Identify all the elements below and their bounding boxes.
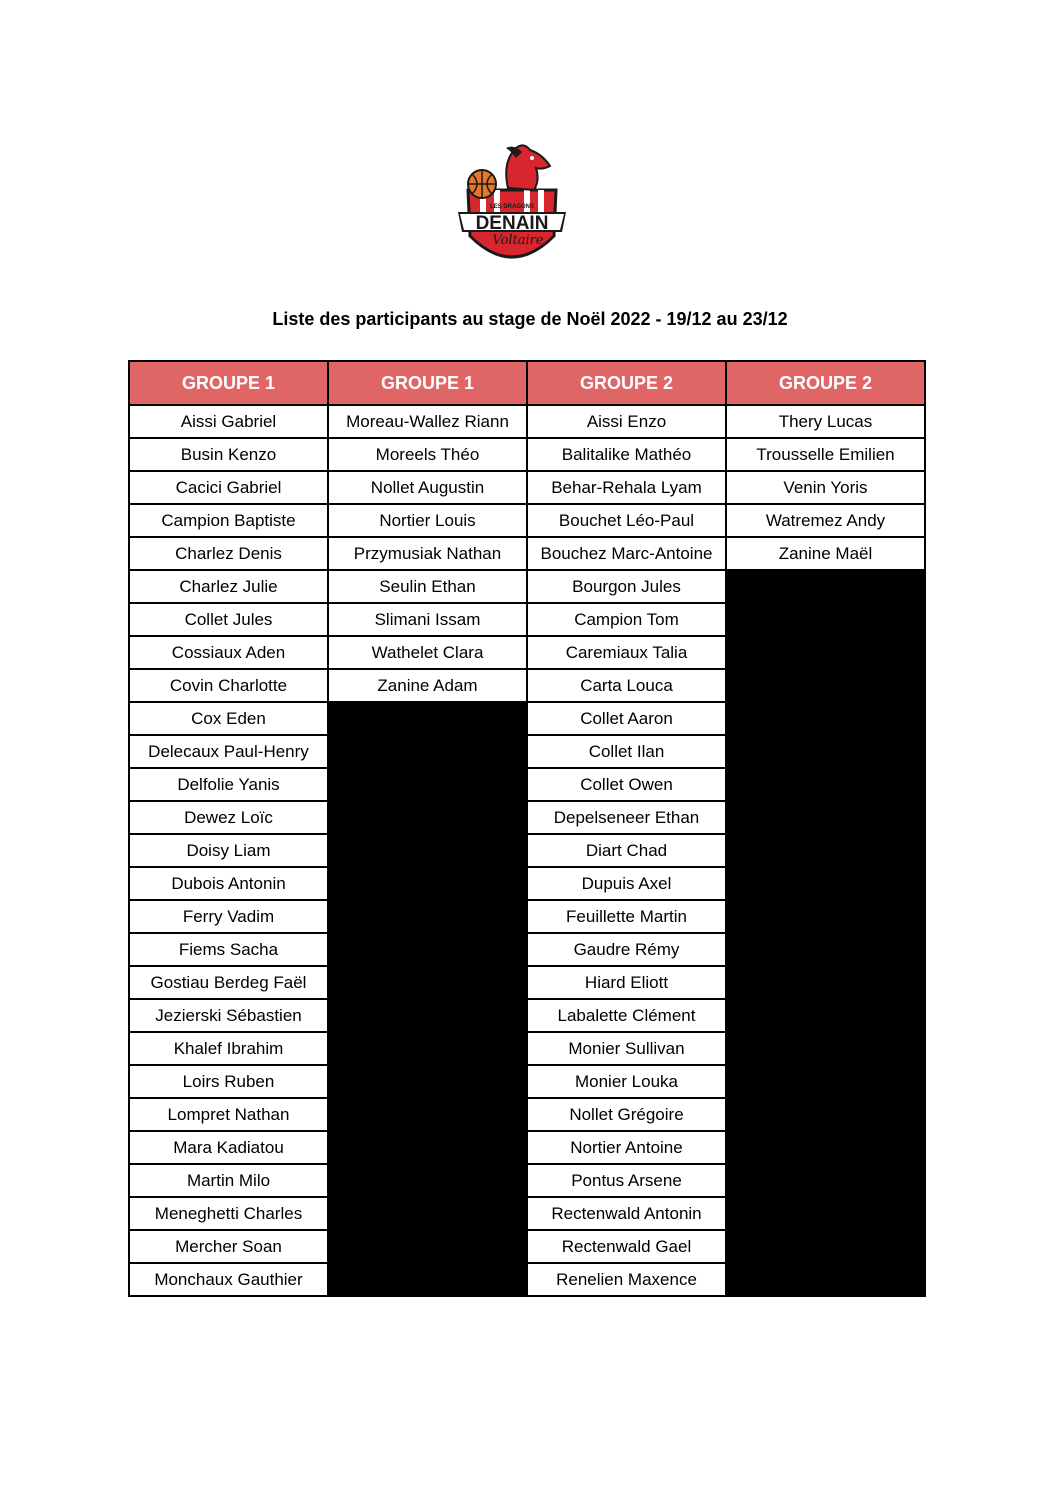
table-row (129, 834, 925, 867)
table-row (129, 504, 925, 537)
table-row (129, 999, 925, 1032)
table-row (129, 1263, 925, 1296)
table-header-row (129, 361, 925, 405)
table-row (129, 405, 925, 438)
participant-cell: Rectenwald Gael (527, 1230, 726, 1263)
participant-cell: Charlez Denis (129, 537, 328, 570)
empty-cell (328, 1197, 527, 1230)
participants-table (128, 360, 926, 1297)
table-row (129, 603, 925, 636)
participant-cell: Cox Eden (129, 702, 328, 735)
empty-cell (328, 1065, 527, 1098)
empty-cell (726, 768, 925, 801)
table-row (129, 1164, 925, 1197)
empty-cell (328, 1164, 527, 1197)
participant-cell: Cacici Gabriel (129, 471, 328, 504)
participant-cell: Jezierski Sébastien (129, 999, 328, 1032)
participant-cell: Monier Louka (527, 1065, 726, 1098)
empty-cell (328, 1032, 527, 1065)
empty-cell (328, 801, 527, 834)
participant-cell: Hiard Eliott (527, 966, 726, 999)
column-header: GROUPE 2 (527, 361, 726, 405)
participant-cell: Mara Kadiatou (129, 1131, 328, 1164)
empty-cell (726, 1098, 925, 1131)
participant-cell: Seulin Ethan (328, 570, 527, 603)
svg-text:DENAIN: DENAIN (475, 213, 549, 234)
table-row (129, 1230, 925, 1263)
empty-cell (328, 1131, 527, 1164)
participant-cell: Nollet Augustin (328, 471, 527, 504)
participant-cell: Ferry Vadim (129, 900, 328, 933)
empty-cell (726, 735, 925, 768)
empty-cell (328, 768, 527, 801)
empty-cell (726, 570, 925, 603)
table-row (129, 966, 925, 999)
participant-cell: Campion Tom (527, 603, 726, 636)
table-row (129, 735, 925, 768)
participant-cell: Martin Milo (129, 1164, 328, 1197)
page-title: Liste des participants au stage de Noël 2022 - 19/12 au 23/12 (272, 309, 788, 329)
participant-cell: Pontus Arsene (527, 1164, 726, 1197)
participant-cell: Collet Ilan (527, 735, 726, 768)
table-body (129, 405, 925, 1296)
participant-cell: Campion Baptiste (129, 504, 328, 537)
table-row (129, 867, 925, 900)
participant-cell: Przymusiak Nathan (328, 537, 527, 570)
table-row (129, 768, 925, 801)
empty-cell (328, 966, 527, 999)
empty-cell (328, 999, 527, 1032)
empty-cell (726, 1065, 925, 1098)
participant-cell: Collet Owen (527, 768, 726, 801)
table-row (129, 1098, 925, 1131)
table-row (129, 1131, 925, 1164)
participant-cell: Covin Charlotte (129, 669, 328, 702)
participant-cell: Zanine Maël (726, 537, 925, 570)
empty-cell (726, 801, 925, 834)
table-row (129, 438, 925, 471)
empty-cell (328, 702, 527, 735)
column-header: GROUPE 1 (328, 361, 527, 405)
empty-cell (328, 735, 527, 768)
participant-cell: Rectenwald Antonin (527, 1197, 726, 1230)
empty-cell (726, 636, 925, 669)
table-row (129, 537, 925, 570)
participant-cell: Zanine Adam (328, 669, 527, 702)
participant-cell: Carta Louca (527, 669, 726, 702)
svg-text:Voltaire: Voltaire (492, 233, 544, 248)
participant-cell: Fiems Sacha (129, 933, 328, 966)
participant-cell: Charlez Julie (129, 570, 328, 603)
participant-cell: Lompret Nathan (129, 1098, 328, 1131)
participant-cell: Dewez Loïc (129, 801, 328, 834)
table-row (129, 1032, 925, 1065)
empty-cell (726, 1230, 925, 1263)
empty-cell (726, 966, 925, 999)
participant-cell: Gostiau Berdeg Faël (129, 966, 328, 999)
participant-cell: Collet Aaron (527, 702, 726, 735)
participant-cell: Aissi Gabriel (129, 405, 328, 438)
empty-cell (726, 1131, 925, 1164)
participant-cell: Diart Chad (527, 834, 726, 867)
empty-cell (726, 603, 925, 636)
empty-cell (726, 900, 925, 933)
participant-cell: Busin Kenzo (129, 438, 328, 471)
participant-cell: Watremez Andy (726, 504, 925, 537)
participant-cell: Trousselle Emilien (726, 438, 925, 471)
participant-cell: Labalette Clément (527, 999, 726, 1032)
empty-cell (726, 999, 925, 1032)
participant-cell: Nortier Antoine (527, 1131, 726, 1164)
participant-cell: Collet Jules (129, 603, 328, 636)
table-row (129, 933, 925, 966)
participant-cell: Bourgon Jules (527, 570, 726, 603)
empty-cell (726, 933, 925, 966)
participant-cell: Khalef Ibrahim (129, 1032, 328, 1065)
participant-cell: Dubois Antonin (129, 867, 328, 900)
table-row (129, 669, 925, 702)
empty-cell (328, 900, 527, 933)
participant-cell: Monchaux Gauthier (129, 1263, 328, 1296)
participant-cell: Caremiaux Talia (527, 636, 726, 669)
participant-cell: Nortier Louis (328, 504, 527, 537)
table-row (129, 900, 925, 933)
table-row (129, 801, 925, 834)
empty-cell (726, 1197, 925, 1230)
participant-cell: Gaudre Rémy (527, 933, 726, 966)
empty-cell (726, 1263, 925, 1296)
column-header: GROUPE 1 (129, 361, 328, 405)
participant-cell: Cossiaux Aden (129, 636, 328, 669)
empty-cell (726, 834, 925, 867)
participant-cell: Wathelet Clara (328, 636, 527, 669)
empty-cell (328, 1098, 527, 1131)
empty-cell (726, 1032, 925, 1065)
empty-cell (726, 669, 925, 702)
empty-cell (726, 867, 925, 900)
participant-cell: Doisy Liam (129, 834, 328, 867)
column-header: GROUPE 2 (726, 361, 925, 405)
participant-cell: Meneghetti Charles (129, 1197, 328, 1230)
participant-cell: Moreau-Wallez Riann (328, 405, 527, 438)
empty-cell (328, 834, 527, 867)
basketball-icon (468, 170, 496, 198)
table-row (129, 570, 925, 603)
participant-cell: Mercher Soan (129, 1230, 328, 1263)
table-row (129, 1197, 925, 1230)
participant-cell: Bouchez Marc-Antoine (527, 537, 726, 570)
table-row (129, 636, 925, 669)
participant-cell: Feuillette Martin (527, 900, 726, 933)
participant-cell: Loirs Ruben (129, 1065, 328, 1098)
empty-cell (328, 933, 527, 966)
empty-cell (726, 1164, 925, 1197)
table-row (129, 471, 925, 504)
participant-cell: Venin Yoris (726, 471, 925, 504)
participant-cell: Thery Lucas (726, 405, 925, 438)
participant-cell: Monier Sullivan (527, 1032, 726, 1065)
participant-cell: Behar-Rehala Lyam (527, 471, 726, 504)
participant-cell: Delecaux Paul-Henry (129, 735, 328, 768)
empty-cell (328, 867, 527, 900)
svg-text:LES DRAGONS: LES DRAGONS (489, 204, 535, 210)
empty-cell (328, 1263, 527, 1296)
empty-cell (328, 1230, 527, 1263)
participant-cell: Aissi Enzo (527, 405, 726, 438)
participant-cell: Renelien Maxence (527, 1263, 726, 1296)
participant-cell: Nollet Grégoire (527, 1098, 726, 1131)
table-row (129, 702, 925, 735)
club-logo (450, 140, 574, 280)
participant-cell: Dupuis Axel (527, 867, 726, 900)
participant-cell: Depelseneer Ethan (527, 801, 726, 834)
participant-cell: Moreels Théo (328, 438, 527, 471)
participant-cell: Slimani Issam (328, 603, 527, 636)
participant-cell: Balitalike Mathéo (527, 438, 726, 471)
participant-cell: Bouchet Léo-Paul (527, 504, 726, 537)
table-row (129, 1065, 925, 1098)
empty-cell (726, 702, 925, 735)
participant-cell: Delfolie Yanis (129, 768, 328, 801)
